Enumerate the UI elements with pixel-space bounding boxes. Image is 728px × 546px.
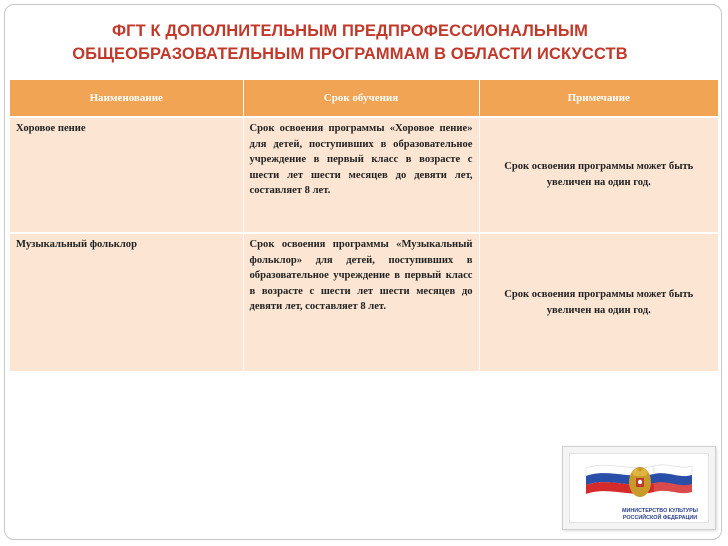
logo-panel xyxy=(569,453,709,523)
header-name: Наименование xyxy=(10,80,243,117)
cell-program-name: Музыкальный фольклор xyxy=(10,233,243,371)
cell-note: Срок освоения программы может быть увеличен на один год. xyxy=(479,117,718,233)
logo-line-1: МИНИСТЕРСТВО КУЛЬТУРЫ xyxy=(622,508,698,514)
title-line-1: ФГТ К ДОПОЛНИТЕЛЬНЫМ ПРЕДПРОФЕССИОНАЛЬНЫМ xyxy=(111,22,588,40)
ministry-logo xyxy=(562,446,716,530)
cell-duration: Срок освоения программы «Музыкальный фольклор» для детей, поступивших в образовательное учреждение в первый класс в возрасте с шести лет шести месяцев до девяти лет, составляет 8 лет. xyxy=(243,233,479,371)
table-row xyxy=(10,233,718,371)
header-duration: Срок обучения xyxy=(243,80,479,117)
header-note: Примечание xyxy=(479,80,718,117)
logo-line-2: РОССИЙСКОЙ ФЕДЕРАЦИИ xyxy=(622,514,698,521)
table-row xyxy=(10,117,718,233)
cell-duration: Срок освоения программы «Хоровое пение» для детей, поступивших в образовательное учреждение в первый класс в возрасте с шести лет шести месяцев до девяти лет, составляет 8 лет. xyxy=(243,117,479,233)
cell-program-name: Хоровое пение xyxy=(10,117,243,233)
title-line-2: ОБЩЕОБРАЗОВАТЕЛЬНЫМ ПРОГРАММАМ В ОБЛАСТИ ИСКУССТВ xyxy=(72,45,628,63)
table-header-row xyxy=(10,80,718,117)
cell-note: Срок освоения программы может быть увеличен на один год. xyxy=(479,233,718,371)
programs-table xyxy=(10,80,718,371)
slide-title xyxy=(0,20,700,66)
flag-emblem-icon xyxy=(584,458,694,508)
logo-text xyxy=(620,508,700,521)
